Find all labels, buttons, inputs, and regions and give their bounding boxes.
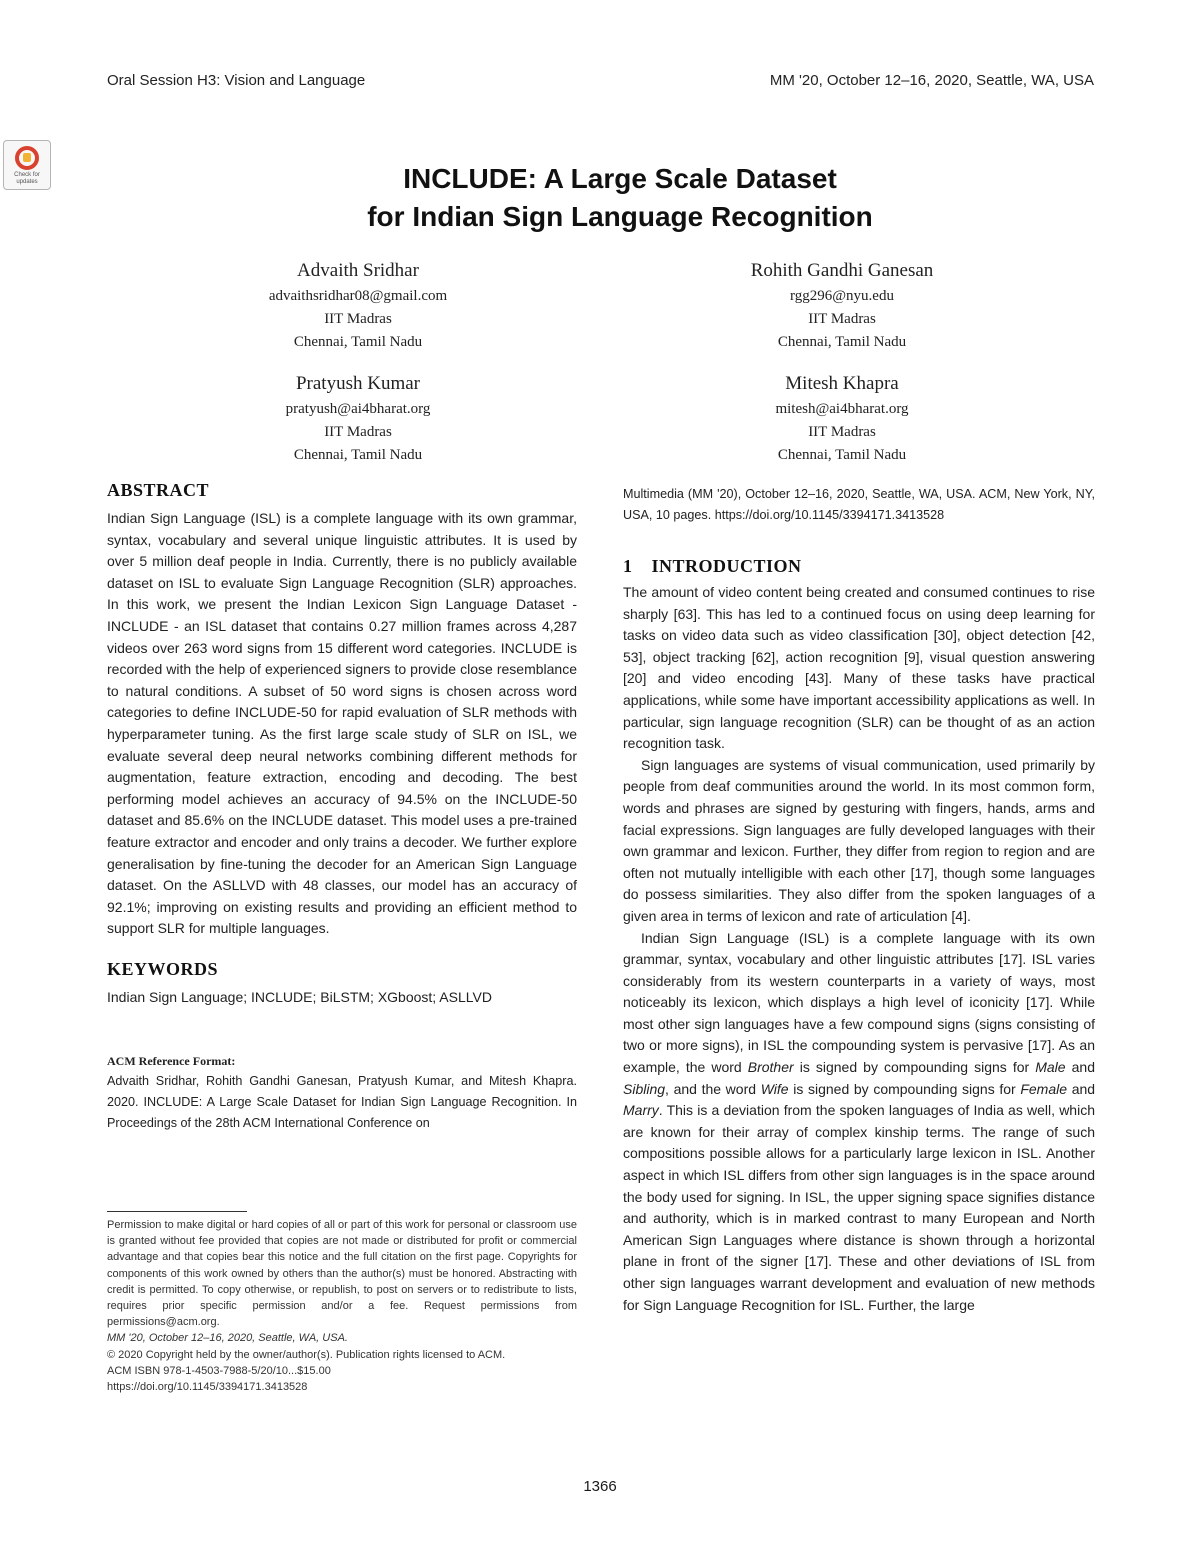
word-male: Male	[1035, 1059, 1066, 1076]
author-email: rgg296@nyu.edu	[790, 288, 894, 304]
word-wife: Wife	[760, 1080, 789, 1097]
permission-venue: MM '20, October 12–16, 2020, Seattle, WA, USA.	[107, 1332, 348, 1345]
author-affiliation: IIT Madras	[808, 424, 876, 440]
p3-text-1: is signed by compounding signs for	[799, 1059, 1030, 1076]
title-line-1: INCLUDE: A Large Scale Dataset	[403, 163, 837, 194]
author-email: mitesh@ai4bharat.org	[775, 401, 909, 417]
author-affiliation: IIT Madras	[808, 311, 876, 327]
title-line-2: for Indian Sign Language Recognition	[367, 201, 873, 232]
left-column	[107, 480, 577, 1134]
intro-heading-text: INTRODUCTION	[651, 556, 802, 576]
acm-reference-continued: Multimedia (MM '20), October 12–16, 2020, Seattle, WA, USA. ACM, New York, NY, USA, 10 pages. https://doi.org/10.1145/3394171.3413528	[623, 487, 1095, 522]
p3-text-2: and	[1071, 1059, 1095, 1076]
page-number: 1366	[583, 1478, 617, 1495]
author-block-3	[198, 371, 518, 467]
author-block-1	[198, 258, 518, 354]
permission-block	[107, 1211, 577, 1395]
abstract-text: Indian Sign Language (ISL) is a complete language with its own grammar, syntax, vocabulary and several unique linguistic attributes. It is used by over 5 million deaf people in India. Currently, there is no publicly available dataset on ISL to evaluate Sign Language Recognition (SLR) approaches. In this work, we present the Indian Lexicon Sign Language Dataset - INCLUDE - an ISL dataset that contains 0.27 million frames across 4,287 videos over 263 word signs from 15 different word categories. INCLUDE is recorded with the help of experienced signers to provide close resemblance to natural conditions. A subset of 50 word signs is chosen across word categories to define INCLUDE-50 for rapid evaluation of SLR methods with hyperparameter tuning. As the first large scale study of SLR on ISL, we evaluate several deep neural networks combining different methods for augmentation, feature extraction, encoding and decoding. The best performing model achieves an accuracy of 94.5% on the INCLUDE-50 dataset and 85.6% on the INCLUDE dataset. This model uses a pre-trained feature extractor and encoder and only trains a decoder. We further explore generalisation by fine-tuning the decoder for an American Sign Language dataset. On the ASLLVD with 48 classes, our model has an accuracy of 92.1%; improving on existing results and providing an efficient method to support SLR for multiple languages.	[107, 510, 577, 937]
author-location: Chennai, Tamil Nadu	[777, 447, 907, 463]
author-affiliation: IIT Madras	[324, 311, 392, 327]
badge-label: Check for updates	[14, 172, 40, 185]
intro-paragraph-1: The amount of video content being created and consumed continues to rise sharply [63]. This has led to a continued focus on using deep learning for tasks on video data such as video classification [30], object detection [42, 53], object tracking [62], action recognition [9], visual question answering [20] and video encoding [43]. Many of these tasks have practical applications, while some have important accessibility applications as well. In particular, sign language recognition (SLR) can be thought of as an action recognition task.	[623, 584, 1095, 752]
p3-text-4: is signed by compounding signs for	[793, 1080, 1016, 1097]
word-brother: Brother	[747, 1059, 794, 1076]
acm-reference-heading: ACM Reference Format:	[107, 1054, 236, 1069]
author-name: Advaith Sridhar	[297, 260, 419, 281]
running-header-left: Oral Session H3: Vision and Language	[107, 72, 366, 89]
permission-isbn: ACM ISBN 978-1-4503-7988-5/20/10...$15.00	[107, 1364, 331, 1377]
intro-paragraph-2: Sign languages are systems of visual communication, used primarily by people from deaf communities around the world. In its most common form, words and phrases are signed by gesturing with fingers, hands, arms and facial expressions. Sign languages are fully developed languages with their own grammar and lexicon. Further, they differ from region to region and are often not mutually intelligible with each other [17], though some languages do possess similarities. They also differ from the spoken languages of a given area in terms of lexicon and rate of articulation [4].	[623, 756, 1095, 924]
footnote-rule	[107, 1211, 247, 1212]
author-location: Chennai, Tamil Nadu	[293, 334, 423, 350]
keywords-text: Indian Sign Language; INCLUDE; BiLSTM; XGboost; ASLLVD	[107, 988, 492, 1005]
author-email: advaithsridhar08@gmail.com	[268, 288, 448, 304]
author-email: pratyush@ai4bharat.org	[285, 401, 431, 417]
permission-text: Permission to make digital or hard copies of all or part of this work for personal or classroom use is granted without fee provided that copies are not made or distributed for profit or commercial advantage and that copies bear this notice and the full citation on the first page. Copyrights for components of this work owned by others than the author(s) must be honored. Abstracting with credit is permitted. To copy otherwise, or republish, to post on servers or to redistribute to lists, requires prior specific permission and/or a fee. Request permissions from permissions@acm.org.	[107, 1219, 577, 1329]
intro-heading-number: 1	[623, 556, 633, 576]
intro-heading	[623, 556, 1095, 577]
p3-text-5: and	[1071, 1080, 1096, 1097]
permission-doi[interactable]: https://doi.org/10.1145/3394171.3413528	[107, 1381, 308, 1394]
author-name: Rohith Gandhi Ganesan	[750, 260, 934, 281]
running-header-right: MM '20, October 12–16, 2020, Seattle, WA, USA	[769, 72, 1094, 89]
word-sibling: Sibling	[623, 1080, 666, 1097]
author-name: Mitesh Khapra	[785, 373, 899, 394]
author-location: Chennai, Tamil Nadu	[777, 334, 907, 350]
paper-title	[0, 160, 1200, 236]
author-location: Chennai, Tamil Nadu	[293, 447, 423, 463]
right-column	[623, 484, 1095, 1316]
p3-text-b: . This is a deviation from the spoken languages of India as well, which are known for their array of complex kinship terms. The range of such compositions possible allows for a particularly large lexicon in ISL. Another aspect in which ISL differs from other sign languages is in the space around the body used for signing. In ISL, the upper signing space signifies distance and authority, which is in marked contrast to many European and North American Sign Languages where distance is shown through a horizontal plane in front of the signer [17]. These and other deviations of ISL from other sign languages warrant development and evaluation of new methods for Sign Language Recognition for ISL. Further, the large	[623, 1102, 1095, 1313]
word-marry: Marry	[623, 1102, 659, 1119]
p3-text-a: Indian Sign Language (ISL) is a complete language with its own grammar, syntax, vocabulary and other linguistic attributes [17]. ISL varies considerably from its western counterparts in a variety of ways, most noticeably its lexicon, which displays a high level of iconicity [17]. While most other sign languages have a few compound signs (signs consisting of two or more signs), in ISL the compounding system is pervasive [17]. As an example, the word	[623, 929, 1095, 1076]
word-female: Female	[1020, 1080, 1068, 1097]
keywords-heading: KEYWORDS	[107, 958, 219, 979]
author-block-4	[682, 371, 1002, 467]
permission-copyright: © 2020 Copyright held by the owner/author(s). Publication rights licensed to ACM.	[107, 1348, 506, 1361]
p3-text-3: , and the word	[665, 1080, 757, 1097]
abstract-heading: ABSTRACT	[107, 480, 210, 500]
author-affiliation: IIT Madras	[324, 424, 392, 440]
author-name: Pratyush Kumar	[295, 373, 420, 394]
intro-paragraph-3	[623, 928, 1095, 1317]
author-block-2	[682, 258, 1002, 354]
acm-reference-text: Advaith Sridhar, Rohith Gandhi Ganesan, Pratyush Kumar, and Mitesh Khapra. 2020. INCLUDE: A Large Scale Dataset for Indian Sign Language Recognition. In Proceedings of the 28th ACM International Conference on	[107, 1074, 577, 1131]
intro-body	[623, 582, 1095, 1316]
